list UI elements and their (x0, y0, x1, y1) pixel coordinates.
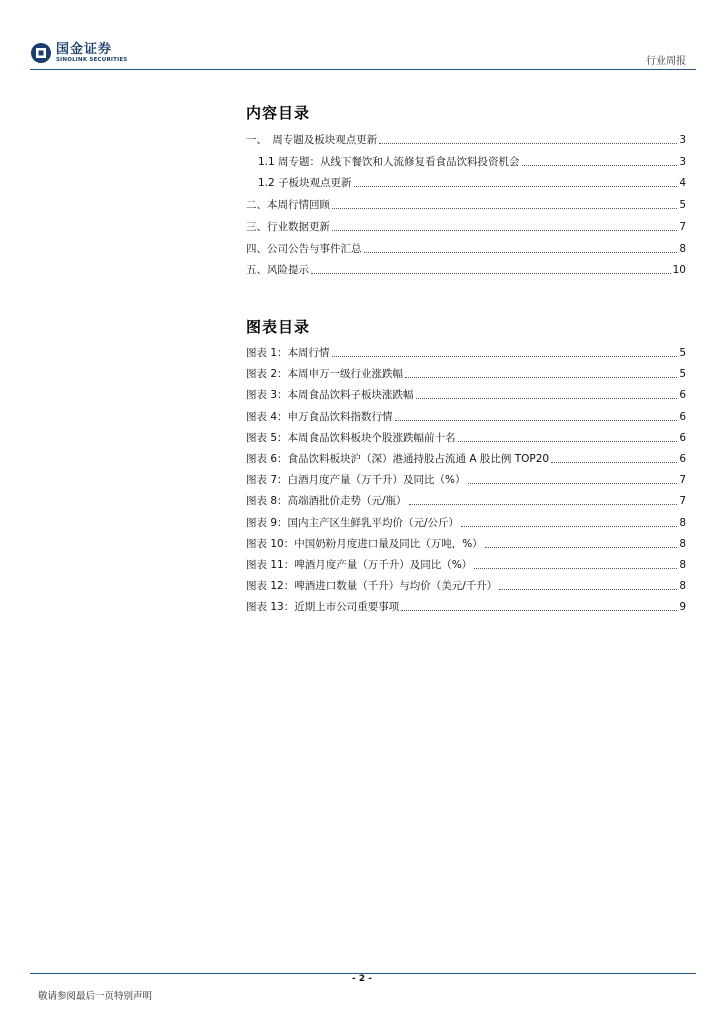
toc-entry-label: 图表 3：本周食品饮料子板块涨跌幅 (246, 389, 414, 402)
contents-title: 内容目录 (246, 104, 311, 122)
figure-entry[interactable] (246, 494, 686, 508)
toc-entry-label: 图表 4：申万食品饮料指数行情 (246, 410, 393, 423)
toc-entry-label: 三、行业数据更新 (246, 220, 330, 233)
toc-dot-leader (474, 568, 677, 569)
toc-entry-label: 图表 6：食品饮料板块沪（深）港通持股占流通 A 股比例 TOP20 (246, 453, 550, 465)
figure-entry[interactable] (246, 516, 686, 530)
page-header (0, 0, 724, 74)
toc-entry-page-number: 8 (679, 516, 686, 529)
toc-dot-leader (364, 252, 678, 253)
toc-entry-page-number: 5 (679, 347, 686, 359)
toc-entry-page-number: 7 (679, 495, 686, 508)
contents-entry[interactable] (246, 133, 686, 147)
contents-entry[interactable] (246, 263, 686, 277)
toc-dot-leader (379, 143, 677, 144)
logo-chinese-name: 国金证券 (56, 41, 113, 57)
toc-entry-page-number: 9 (679, 601, 686, 614)
toc-entry-label: 图表 1：本周行情 (246, 347, 330, 359)
toc-entry-page-number: 10 (672, 264, 686, 277)
toc-entry-label: 图表 8：高端酒批价走势（元/瓶） (246, 495, 407, 508)
toc-dot-leader (354, 186, 678, 187)
figure-entry[interactable] (246, 600, 686, 614)
figure-entry[interactable] (246, 452, 686, 466)
toc-entry-page-number: 6 (679, 410, 686, 423)
toc-entry-page-number: 7 (679, 474, 686, 487)
toc-entry-page-number: 3 (679, 155, 686, 168)
toc-dot-leader (458, 441, 678, 442)
toc-dot-leader (485, 547, 678, 548)
logo-english-name: SINOLINK SECURITIES (56, 56, 128, 63)
toc-entry-label: 五、风险提示 (246, 264, 309, 277)
toc-dot-leader (405, 377, 677, 378)
toc-dot-leader (461, 526, 677, 527)
contents-entry[interactable] (246, 176, 686, 190)
report-type-label: 行业周报 (646, 56, 686, 67)
figure-entry[interactable] (246, 431, 686, 445)
toc-entry-page-number: 6 (679, 431, 686, 444)
toc-dot-leader (499, 589, 677, 590)
contents-entry[interactable] (246, 242, 686, 256)
contents-entry[interactable] (246, 198, 686, 212)
toc-entry-page-number: 8 (679, 559, 686, 571)
figures-title: 图表目录 (246, 318, 311, 336)
toc-entry-label: 图表 7：白酒月度产量（万千升）及同比（%） (246, 474, 466, 487)
toc-entry-page-number: 6 (679, 389, 686, 402)
toc-entry-label: 一、 周专题及板块观点更新 (246, 134, 378, 146)
toc-dot-leader (332, 230, 677, 231)
toc-entry-label: 图表 9：国内主产区生鲜乳平均价（元/公斤） (246, 516, 460, 529)
toc-dot-leader (522, 165, 678, 166)
toc-entry-page-number: 8 (679, 580, 686, 593)
toc-entry-label: 图表 13：近期上市公司重要事项 (246, 601, 400, 614)
toc-entry-label: 图表 10：中国奶粉月度进口量及同比（万吨，%） (246, 537, 483, 550)
toc-entry-page-number: 8 (679, 242, 686, 255)
toc-dot-leader (311, 273, 671, 274)
toc-entry-page-number: 4 (679, 177, 686, 190)
figure-entry[interactable] (246, 558, 686, 572)
toc-dot-leader (468, 483, 678, 484)
sinolink-logo-icon (30, 42, 52, 64)
toc-entry-label: 四、公司公告与事件汇总 (246, 242, 362, 255)
toc-entry-label: 二、本周行情回顾 (246, 199, 330, 212)
contents-entry[interactable] (246, 220, 686, 234)
toc-dot-leader (551, 462, 677, 463)
figure-entry[interactable] (246, 579, 686, 593)
toc-entry-page-number: 6 (679, 453, 686, 465)
toc-entry-page-number: 3 (679, 134, 686, 146)
figure-entry[interactable] (246, 410, 686, 424)
toc-dot-leader (401, 610, 677, 611)
page-number: - 2 - (352, 974, 372, 984)
toc-dot-leader (332, 356, 678, 357)
toc-entry-label: 图表 2：本周申万一级行业涨跌幅 (246, 368, 404, 381)
toc-entry-label: 图表 12：啤酒进口数量（千升）与均价（美元/千升） (246, 580, 498, 593)
toc-entry-page-number: 5 (679, 199, 686, 212)
toc-entry-label: 图表 11：啤酒月度产量（万千升）及同比（%） (246, 559, 473, 571)
toc-entry-label: 1.1 周专题：从线下餐饮和人流修复看食品饮料投资机会 (258, 155, 520, 168)
toc-entry-page-number: 8 (679, 537, 686, 550)
toc-entry-page-number: 7 (679, 220, 686, 233)
toc-dot-leader (332, 208, 677, 209)
toc-dot-leader (409, 504, 678, 505)
contents-entry[interactable] (246, 155, 686, 169)
toc-entry-page-number: 5 (679, 368, 686, 381)
company-logo (30, 42, 127, 64)
toc-entry-label: 1.2 子板块观点更新 (258, 177, 352, 190)
figure-entry[interactable] (246, 367, 686, 381)
toc-dot-leader (416, 398, 678, 399)
toc-entry-label: 图表 5：本周食品饮料板块个股涨跌幅前十名 (246, 431, 456, 444)
disclaimer-text: 敬请参阅最后一页特别声明 (38, 991, 153, 1002)
figure-entry[interactable] (246, 346, 686, 360)
header-divider (30, 69, 696, 70)
figure-entry[interactable] (246, 388, 686, 402)
figure-entry[interactable] (246, 473, 686, 487)
toc-dot-leader (395, 420, 678, 421)
figure-entry[interactable] (246, 537, 686, 551)
